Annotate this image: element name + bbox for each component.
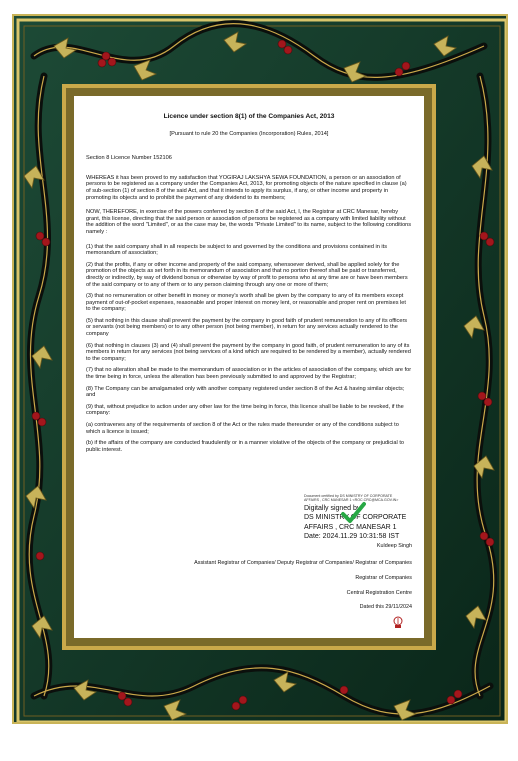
condition-item: (6) that nothing in clauses (3) and (4) shall prevent the payment by the company in good faith, of prudent remuneration to any of its members in return for any services (not being services of a kind which are required to be rendered by a member), actually rendered to the company; bbox=[86, 342, 411, 362]
condition-item: (3) that no remuneration or other benefit in money or money's worth shall be given by the company to any of its members except payment of out-of-pocket expenses, reasonable and proper interest on money lent, or reasonable and proper rent on premises let to the company; bbox=[86, 293, 406, 313]
condition-item: (9) that, without prejudice to action under any other law for the time being in force, this licence shall be liable to be revoked, if the company: bbox=[86, 403, 404, 417]
centre-label: Central Registration Centre bbox=[346, 590, 412, 596]
condition-sub-b: (b) if the affairs of the company are conducted fraudulently or in a manner violative of the objects of the company or prejudicial to public interest. bbox=[86, 440, 404, 453]
signer-name: Kuldeep Singh bbox=[376, 543, 412, 549]
signer-designation: Assistant Registrar of Companies/ Deputy Registrar of Companies/ Registrar of Companies bbox=[194, 560, 412, 566]
condition-sub-a: (a) contravenes any of the requirements of section 8 of the Act or the rules made thereunder or any of the conditions subject to which a licence is issued; bbox=[86, 422, 399, 435]
condition-item: (2) that the profits, if any or other income and property of the said company, whensoever derived, shall be applied solely for the promotion of the objects as set forth in its memorandum of association and that no portion thereof shall be paid or transferred, directly or indirectly, by way of dividend bonus or otherwise by way of profit to persons who at any time are or have been members of the said company or to any of them or to any person claiming through any one or more of them; bbox=[86, 261, 408, 288]
signer-line-1: DS MINISTRY OF CORPORATE bbox=[304, 514, 407, 522]
whereas-paragraph: WHEREAS it has been proved to my satisfaction that YOGIRAJ LAKSHYA SEWA FOUNDATION, a person or an association of persons to be registered as a company under the Companies Act, 2013, for promoting objects of the nature specified in clause (a) of sub-section (1) of section 8 of the said Act, and that it intends to apply its surplus, if any, or other income and property in promoting its objects and to prohibit the payment of any dividend to its members; bbox=[86, 174, 407, 201]
now-therefore-paragraph: NOW, THEREFORE, in exercise of the powers conferred by section 8 of the said Act, I, the Registrar at CRC Manesar, hereby grant, this license, directing that the said person or association of persons be registered as a company with limited liability without the addition of the word "Limited", or as the case may be, the words "Private Limited" to its name, subject to the following conditions namely : bbox=[86, 209, 412, 235]
condition-item: (8) The Company can be amalgamated only with another company registered under section 8 of the Act & having similar objects; and bbox=[86, 385, 405, 399]
emblem-seal-icon bbox=[392, 616, 404, 630]
condition-item: (7) that no alteration shall be made to the memorandum of association or in the articles of association of the company, which are for the time being in force, unless the alteration has been previously submitted to and approved by the Registrar; bbox=[86, 367, 412, 381]
signature-date: Date: 2024.11.29 10:31:58 IST bbox=[304, 533, 400, 541]
signature-valid-check-icon bbox=[340, 500, 366, 526]
certificate-subtitle: [Pursuant to rule 20 the Companies (Incorporation) Rules, 2014] bbox=[169, 130, 329, 137]
digitally-signed-label: Digitally signed by bbox=[304, 504, 361, 512]
signer-line-2: AFFAIRS , CRC MANESAR 1 bbox=[304, 523, 397, 531]
certificate-paper bbox=[74, 96, 424, 638]
certified-line-2: AFFAIRS , CRC MANESAR 1 <ROC.CRC@MCA.GOV.IN> bbox=[304, 498, 399, 503]
licence-number: Section 8 Licence Number 152106 bbox=[86, 155, 172, 162]
certificate-title: Licence under section 8(1) of the Companies Act, 2013 bbox=[163, 113, 335, 120]
condition-item: (5) that nothing in this clause shall prevent the payment by the company in good faith of prudent remuneration to any of its officers or servants (not being members) or to any other person (not being member), in return for any services actually rendered to the company bbox=[86, 317, 408, 338]
registrar-label: Registrar of Companies bbox=[355, 575, 412, 581]
certified-line-1: Document certified by DS MINISTRY OF CORPORATE bbox=[304, 494, 393, 498]
dated-label: Dated this 29/11/2024 bbox=[359, 604, 412, 610]
condition-item: (1) that the said company shall in all respects be subject to and governed by the conditions and provisions contained in its memorandum of association; bbox=[86, 243, 387, 257]
